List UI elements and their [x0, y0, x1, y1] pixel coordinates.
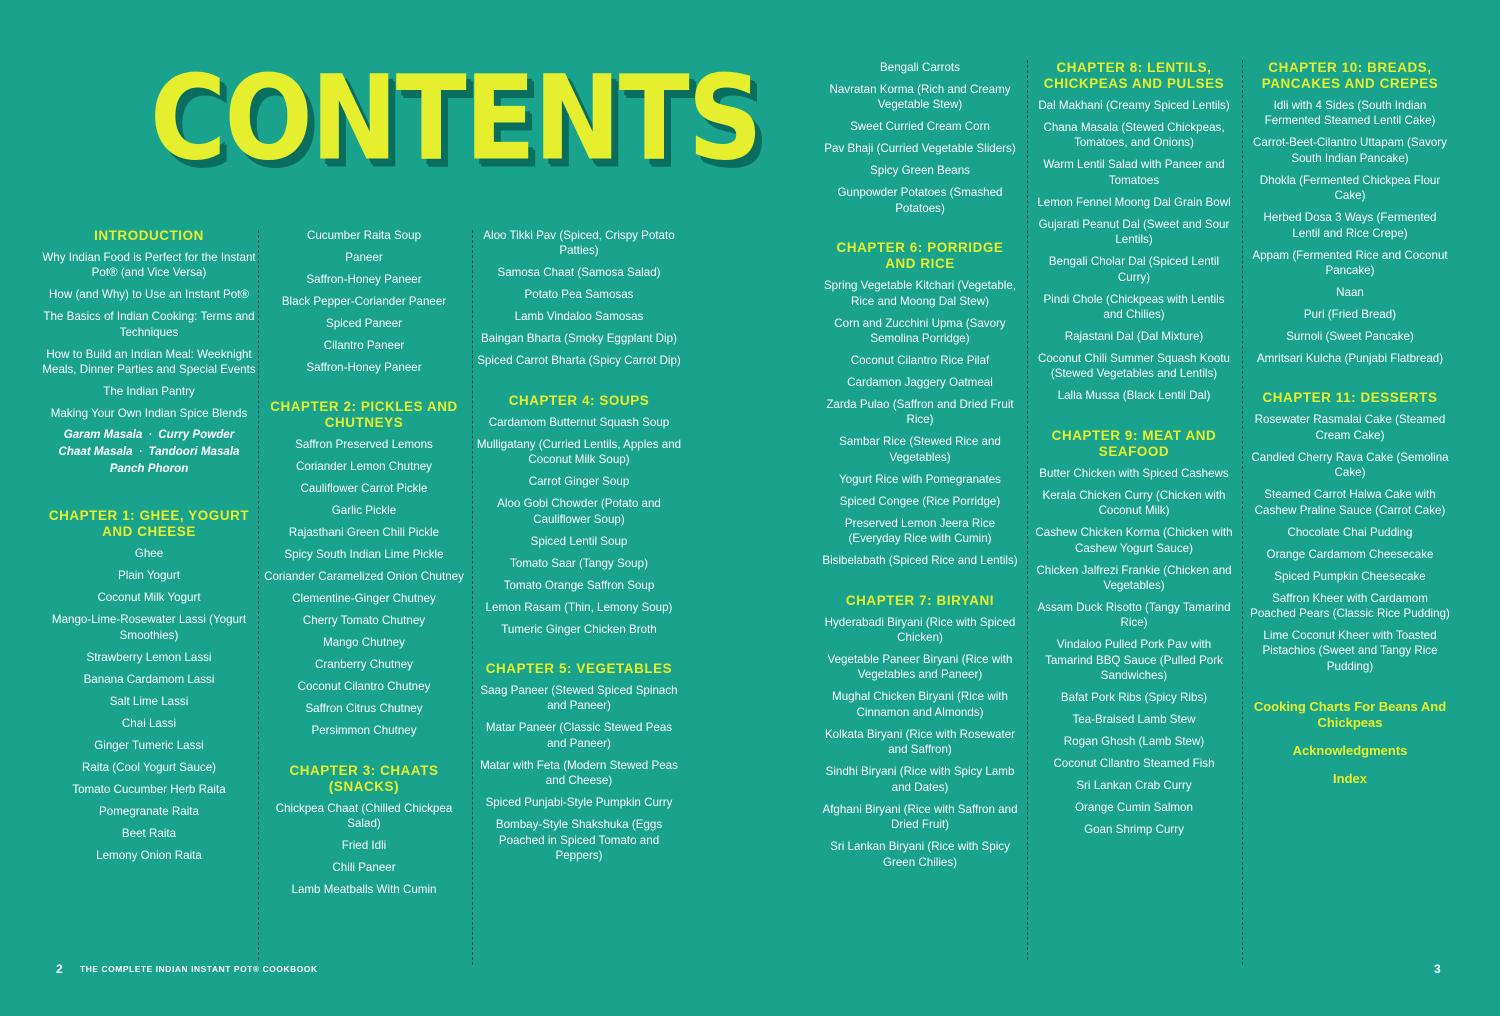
toc-entry[interactable]: Black Pepper-Coriander Paneer: [281, 295, 447, 308]
toc-entry[interactable]: Ginger Tumeric Lassi: [94, 738, 204, 752]
chapter-2-list: [262, 437, 466, 738]
toc-entry[interactable]: Corn and Zucchini Upma (Savory Semolina Porridge): [834, 316, 1006, 346]
toc-entry[interactable]: Cilantro Paneer: [323, 339, 405, 352]
toc-entry[interactable]: Steamed Carrot Halwa Cake with Cashew Praline Sauce (Carrot Cake): [1254, 488, 1446, 517]
toc-entry[interactable]: Coconut Cilantro Steamed Fish: [1053, 757, 1215, 771]
toc-entry[interactable]: Persimmon Chutney: [311, 724, 417, 738]
toc-entry[interactable]: Bengali Carrots: [880, 61, 960, 74]
toc-entry[interactable]: Spicy Green Beans: [870, 164, 970, 178]
chapter-5-list: [476, 683, 682, 863]
toc-entry[interactable]: Lime Coconut Kheer with Toasted Pistachios (Sweet and Tangy Rice Pudding): [1262, 629, 1438, 673]
toc-entry[interactable]: Mughal Chicken Biryani (Rice with Cinnamon and Almonds): [832, 690, 1008, 719]
toc-entry[interactable]: Chai Lassi: [121, 716, 177, 730]
chapter-9-list: [1034, 466, 1234, 838]
toc-entry[interactable]: Beet Raita: [121, 826, 177, 840]
toc-entry[interactable]: Lalla Mussa (Black Lentil Dal): [1057, 389, 1211, 403]
back-matter-link[interactable]: Cooking Charts For Beans And Chickpeas: [1253, 698, 1447, 730]
toc-entry[interactable]: Orange Cardamom Cheesecake: [1266, 547, 1434, 561]
chapter-3-list: [262, 801, 466, 898]
chapter-7-list: [822, 615, 1018, 870]
toc-entry[interactable]: Idli with 4 Sides (South Indian Fermented Steamed Lentil Cake): [1264, 99, 1436, 128]
toc-entry[interactable]: Spiced Carrot Bharta (Spicy Carrot Dip): [477, 354, 681, 368]
toc-entry[interactable]: Cardamom Butternut Squash Soup: [488, 415, 670, 429]
toc-entry[interactable]: Sweet Curried Cream Corn: [850, 120, 990, 134]
toc-entry[interactable]: Spicy South Indian Lime Pickle: [284, 548, 444, 562]
section-heading-chapter-7[interactable]: CHAPTER 7: BIRYANI: [845, 592, 995, 608]
section-heading-chapter-10[interactable]: CHAPTER 10: BREADS, PANCAKES AND CREPES: [1261, 60, 1439, 91]
toc-entry[interactable]: Potato Pea Samosas: [524, 288, 634, 302]
toc-entry[interactable]: Butter Chicken with Spiced Cashews: [1039, 466, 1229, 480]
toc-entry[interactable]: Bisibelabath (Spiced Rice and Lentils): [822, 554, 1018, 568]
toc-entry[interactable]: Ghee: [134, 547, 164, 561]
toc-entry[interactable]: Lamb Meatballs With Cumin: [291, 883, 437, 897]
toc-entry[interactable]: Candied Cherry Rava Cake (Semolina Cake): [1251, 450, 1449, 480]
toc-entry[interactable]: Spiced Lentil Soup: [530, 534, 628, 548]
section-heading-chapter-8[interactable]: CHAPTER 8: LENTILS, CHICKPEAS AND PULSES: [1043, 60, 1225, 91]
page-title: CONTENTS: [150, 49, 761, 187]
toc-entry[interactable]: Saag Paneer (Stewed Spiced Spinach and Paneer): [480, 684, 678, 713]
column-divider: [258, 230, 259, 960]
toc-column-2: [262, 228, 466, 904]
toc-entry[interactable]: Bengali Cholar Dal (Spiced Lentil Curry): [1048, 255, 1220, 284]
toc-entry[interactable]: Spiced Punjabi-Style Pumpkin Curry: [485, 796, 673, 810]
toc-entry[interactable]: Puri (Fried Bread): [1303, 308, 1397, 322]
running-footer-title: THE COMPLETE INDIAN INSTANT POT® COOKBOOK: [80, 964, 318, 974]
toc-entry[interactable]: Saffron Preserved Lemons: [295, 438, 433, 452]
toc-entry[interactable]: Kolkata Biryani (Rice with Rosewater and Saffron): [824, 727, 1016, 757]
toc-entry[interactable]: Sindhi Biryani (Rice with Spicy Lamb and Dates): [825, 765, 1015, 794]
toc-entry[interactable]: Aloo Tikki Pav (Spiced, Crispy Potato Patties): [483, 229, 675, 258]
toc-entry[interactable]: Orange Cumin Salmon: [1075, 801, 1193, 815]
toc-entry[interactable]: Surnoli (Sweet Pancake): [1286, 330, 1414, 344]
toc-entry[interactable]: Coconut Chili Summer Squash Kootu (Stewed Vegetables and Lentils): [1037, 352, 1231, 381]
spice-blend-item[interactable]: Curry Powder: [158, 428, 235, 442]
toc-entry[interactable]: Samosa Chaat (Samosa Salad): [497, 266, 661, 280]
toc-entry[interactable]: Kerala Chicken Curry (Chicken with Coconut Milk): [1042, 488, 1226, 518]
toc-entry[interactable]: Tomato Cucumber Herb Raita: [72, 782, 226, 796]
toc-entry[interactable]: Pomegranate Raita: [99, 804, 199, 818]
chapter-1-list-continued: [262, 228, 466, 375]
toc-entry[interactable]: Vindaloo Pulled Pork Pav with Tamarind BBQ Sauce (Pulled Pork Sandwiches): [1045, 638, 1223, 683]
chapter-11-list: [1250, 412, 1450, 674]
toc-entry[interactable]: Paneer: [345, 251, 383, 264]
section-heading-chapter-3[interactable]: CHAPTER 3: CHAATS (SNACKS): [289, 762, 439, 794]
toc-entry[interactable]: Pindi Chole (Chickpeas with Lentils and Chilies): [1043, 292, 1225, 322]
toc-entry[interactable]: Plain Yogurt: [118, 569, 180, 583]
toc-entry[interactable]: Cauliflower Carrot Pickle: [300, 482, 428, 496]
toc-entry[interactable]: Appam (Fermented Rice and Coconut Pancake): [1252, 248, 1448, 278]
toc-entry[interactable]: Vegetable Paneer Biryani (Rice with Vegetables and Paneer): [827, 653, 1013, 682]
page-number-right: 3: [1434, 962, 1441, 976]
back-matter-link[interactable]: Index: [1333, 770, 1367, 786]
intro-list: [42, 250, 256, 422]
chapter-10-list: [1250, 98, 1450, 366]
toc-entry[interactable]: Goan Shrimp Curry: [1084, 823, 1184, 837]
spice-blend-item[interactable]: Tandoori Masala: [148, 445, 240, 459]
toc-entry[interactable]: Warm Lentil Salad with Paneer and Tomatoes: [1043, 158, 1225, 187]
toc-entry[interactable]: Fried Idli: [341, 839, 387, 853]
toc-entry[interactable]: Carrot-Beet-Cilantro Uttapam (Savory South Indian Pancake): [1253, 136, 1447, 165]
toc-entry[interactable]: Spiced Pumpkin Cheesecake: [1274, 569, 1426, 583]
toc-entry[interactable]: Sri Lankan Biryani (Rice with Spicy Green Chilies): [830, 840, 1010, 869]
toc-entry[interactable]: Coconut Cilantro Rice Pilaf: [850, 354, 990, 368]
toc-entry[interactable]: Cranberry Chutney: [315, 658, 413, 672]
toc-entry[interactable]: Tea-Braised Lamb Stew: [1072, 713, 1196, 727]
toc-entry[interactable]: Rajasthani Green Chili Pickle: [288, 526, 440, 540]
toc-entry[interactable]: Coriander Lemon Chutney: [296, 460, 432, 474]
toc-entry[interactable]: Making Your Own Indian Spice Blends: [50, 407, 248, 421]
toc-entry[interactable]: Strawberry Lemon Lassi: [86, 650, 212, 664]
toc-entry[interactable]: Gunpowder Potatoes (Smashed Potatoes): [837, 186, 1003, 215]
chapter-4-list: [476, 415, 682, 637]
toc-entry[interactable]: Chickpea Chaat (Chilled Chickpea Salad): [275, 801, 453, 831]
toc-entry[interactable]: Naan: [1336, 286, 1364, 300]
toc-entry[interactable]: Spiced Congee (Rice Porridge): [839, 494, 1001, 508]
section-heading-chapter-2[interactable]: CHAPTER 2: PICKLES AND CHUTNEYS: [270, 399, 458, 431]
toc-entry[interactable]: Saffron-Honey Paneer: [306, 273, 422, 286]
toc-entry[interactable]: Banana Cardamom Lassi: [83, 672, 215, 686]
toc-entry[interactable]: Cashew Chicken Korma (Chicken with Cashew Yogurt Sauce): [1035, 526, 1233, 555]
toc-entry[interactable]: The Basics of Indian Cooking: Terms and Techniques: [43, 310, 255, 339]
toc-entry[interactable]: Saffron Citrus Chutney: [305, 702, 423, 716]
section-heading-chapter-4[interactable]: CHAPTER 4: SOUPS: [508, 392, 650, 408]
toc-entry[interactable]: Rosewater Rasmalai Cake (Steamed Cream Cake): [1254, 413, 1446, 442]
toc-entry[interactable]: Navratan Korma (Rich and Creamy Vegetable Stew): [829, 83, 1011, 112]
section-heading-chapter-11[interactable]: CHAPTER 11: DESSERTS: [1262, 390, 1438, 406]
toc-entry[interactable]: Carrot Ginger Soup: [528, 475, 630, 489]
spice-blend-item[interactable]: Garam Masala: [63, 428, 143, 442]
toc-entry[interactable]: Lamb Vindaloo Samosas: [514, 310, 644, 324]
toc-entry[interactable]: Coriander Caramelized Onion Chutney: [264, 570, 464, 584]
toc-entry[interactable]: Tomato Saar (Tangy Soup): [510, 556, 648, 570]
toc-entry[interactable]: Afghani Biryani (Rice with Saffron and Dried Fruit): [822, 802, 1018, 832]
separator-dot: ·: [148, 428, 153, 442]
toc-entry[interactable]: Hyderabadi Biryani (Rice with Spiced Chicken): [824, 615, 1016, 645]
toc-entry[interactable]: Sambar Rice (Stewed Rice and Vegetables): [839, 435, 1001, 464]
section-heading-chapter-6[interactable]: CHAPTER 6: PORRIDGE AND RICE: [836, 240, 1004, 272]
toc-entry[interactable]: Pav Bhaji (Curried Vegetable Sliders): [824, 142, 1016, 156]
chapter-5-list-continued: [822, 60, 1018, 216]
toc-entry[interactable]: Preserved Lemon Jeera Rice (Everyday Rice with Cumin): [844, 516, 996, 546]
toc-entry[interactable]: Dhokla (Fermented Chickpea Flour Cake): [1259, 173, 1441, 203]
toc-column-4: [822, 60, 1018, 877]
toc-entry[interactable]: Tumeric Ginger Chicken Broth: [501, 622, 657, 636]
toc-entry[interactable]: Lemon Rasam (Thin, Lemony Soup): [485, 600, 673, 614]
toc-entry[interactable]: Salt Lime Lassi: [109, 694, 189, 708]
toc-entry[interactable]: Rajastani Dal (Dal Mixture): [1064, 330, 1204, 344]
toc-entry[interactable]: Dal Makhani (Creamy Spiced Lentils): [1038, 99, 1230, 112]
toc-entry[interactable]: Rogan Ghosh (Lamb Stew): [1063, 735, 1205, 749]
page-number-left: 2: [56, 962, 63, 976]
toc-entry[interactable]: Matar with Feta (Modern Stewed Peas and Cheese): [480, 758, 678, 788]
toc-entry[interactable]: Bombay-Style Shakshuka (Eggs Poached in Spiced Tomato and Peppers): [495, 818, 663, 863]
toc-entry[interactable]: Zarda Pulao (Saffron and Dried Fruit Rice): [826, 398, 1014, 427]
chapter-6-list: [822, 278, 1018, 568]
chapter-8-list: [1034, 98, 1234, 404]
toc-entry[interactable]: Bafat Pork Ribs (Spicy Ribs): [1060, 691, 1208, 705]
column-divider: [472, 230, 473, 965]
toc-entry[interactable]: Gujarati Peanut Dal (Sweet and Sour Lentils): [1038, 217, 1230, 247]
toc-entry[interactable]: Tomato Orange Saffron Soup: [503, 578, 655, 592]
chapter-3-list-continued: [476, 228, 682, 369]
toc-entry[interactable]: Spiced Paneer: [325, 317, 403, 330]
toc-entry[interactable]: Cherry Tomato Chutney: [302, 614, 426, 628]
toc-column-5: [1034, 60, 1234, 844]
toc-entry[interactable]: Coconut Milk Yogurt: [97, 591, 201, 605]
toc-entry[interactable]: Yogurt Rice with Pomegranates: [839, 472, 1001, 486]
toc-entry[interactable]: How to Build an Indian Meal: Weeknight Meals, Dinner Parties and Special Events: [42, 347, 256, 377]
toc-entry[interactable]: Assam Duck Risotto (Tangy Tamarind Rice): [1037, 601, 1231, 630]
toc-entry[interactable]: Coconut Cilantro Chutney: [297, 680, 431, 694]
toc-entry[interactable]: Matar Paneer (Classic Stewed Peas and Paneer): [485, 721, 673, 750]
toc-column-1: [42, 228, 256, 870]
toc-entry[interactable]: Amritsari Kulcha (Punjabi Flatbread): [1256, 352, 1444, 366]
toc-entry[interactable]: Aloo Gobi Chowder (Potato and Cauliflower Soup): [497, 497, 661, 526]
spice-blend-row: [42, 445, 256, 459]
back-matter-link[interactable]: Acknowledgments: [1292, 742, 1408, 758]
toc-entry[interactable]: Lemony Onion Raita: [96, 848, 202, 862]
toc-entry[interactable]: Mango-Lime-Rosewater Lassi (Yogurt Smoothies): [51, 613, 247, 642]
toc-entry[interactable]: Lemon Fennel Moong Dal Grain Bowl: [1037, 195, 1231, 209]
toc-entry[interactable]: Sri Lankan Crab Curry: [1076, 779, 1192, 793]
toc-entry[interactable]: Chili Paneer: [332, 861, 396, 875]
toc-entry[interactable]: Garlic Pickle: [331, 504, 397, 518]
toc-entry[interactable]: Herbed Dosa 3 Ways (Fermented Lentil and Rice Crepe): [1263, 211, 1437, 240]
toc-entry[interactable]: Why Indian Food is Perfect for the Instant Pot® (and Vice Versa): [42, 251, 256, 280]
spice-blend-item[interactable]: Chaat Masala: [58, 445, 133, 459]
toc-entry[interactable]: The Indian Pantry: [103, 385, 195, 399]
toc-entry[interactable]: Raita (Cool Yogurt Sauce): [81, 760, 217, 774]
column-divider: [1027, 60, 1028, 960]
toc-entry[interactable]: Baingan Bharta (Smoky Eggplant Dip): [481, 332, 677, 346]
section-heading-introduction[interactable]: INTRODUCTION: [94, 228, 204, 243]
section-heading-chapter-9[interactable]: CHAPTER 9: MEAT AND SEAFOOD: [1051, 427, 1217, 459]
section-heading-chapter-1[interactable]: CHAPTER 1: GHEE, YOGURT AND CHEESE: [48, 508, 250, 540]
chapter-1-list: [42, 546, 256, 863]
toc-entry[interactable]: Saffron-Honey Paneer: [306, 361, 422, 374]
section-heading-chapter-5[interactable]: CHAPTER 5: VEGETABLES: [485, 661, 673, 677]
separator-dot: ·: [138, 445, 143, 459]
toc-entry[interactable]: Cardamon Jaggery Oatmeal: [847, 376, 993, 390]
toc-entry[interactable]: Chocolate Chai Pudding: [1287, 525, 1413, 539]
toc-entry[interactable]: Chicken Jalfrezi Frankie (Chicken and Vegetables): [1036, 563, 1232, 593]
toc-entry[interactable]: Chana Masala (Stewed Chickpeas, Tomatoes, and Onions): [1043, 121, 1225, 150]
toc-entry[interactable]: Mulligatany (Curried Lentils, Apples and Coconut Milk Soup): [476, 437, 682, 467]
toc-entry[interactable]: Mango Chutney: [323, 636, 405, 650]
toc-entry[interactable]: Clementine-Ginger Chutney: [292, 592, 436, 606]
toc-entry[interactable]: How (and Why) to Use an Instant Pot®: [49, 288, 249, 302]
column-divider: [1242, 60, 1243, 965]
toc-column-3: [476, 228, 682, 870]
spice-blend-item[interactable]: Panch Phoron: [109, 462, 189, 476]
toc-column-6: [1250, 60, 1450, 799]
toc-entry[interactable]: Cucumber Raita Soup: [306, 229, 422, 242]
spice-blend-row: [42, 428, 256, 442]
toc-entry[interactable]: Saffron Kheer with Cardamom Poached Pears (Classic Rice Pudding): [1250, 591, 1450, 621]
toc-entry[interactable]: Spring Vegetable Kitchari (Vegetable, Rice and Moong Dal Stew): [823, 279, 1017, 308]
